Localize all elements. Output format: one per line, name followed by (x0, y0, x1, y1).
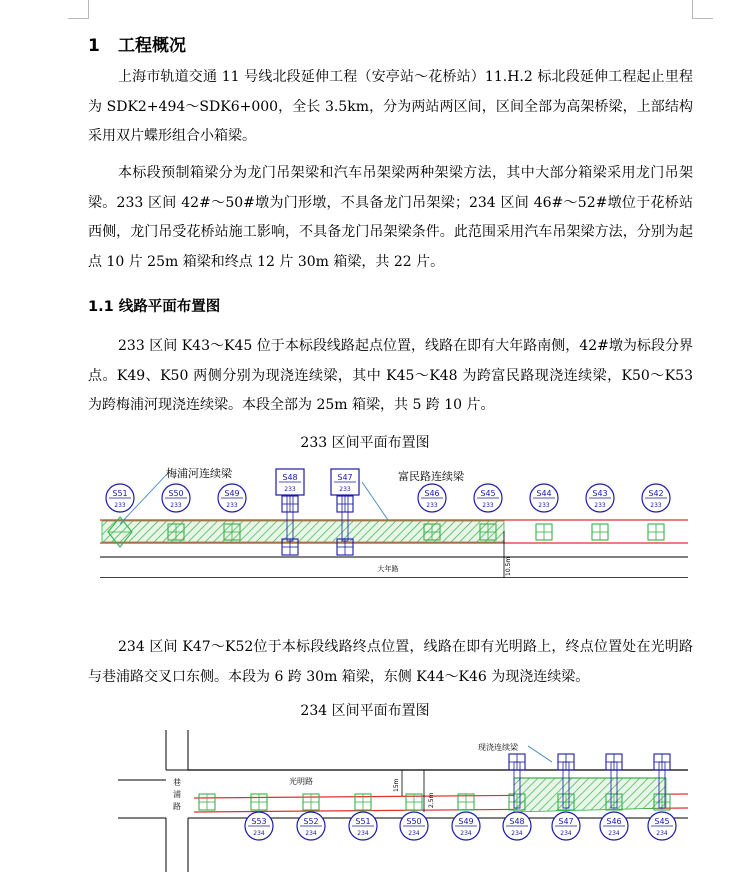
pier-label: S45 (480, 489, 496, 498)
svg-text:巷浦路: 巷浦路 (173, 778, 181, 811)
pier-label: S47 (558, 817, 574, 826)
pier-bubble-s50 (162, 484, 190, 512)
subsection-title: 线路平面布置图 (118, 299, 221, 315)
dimension-234-a: 15m (393, 778, 400, 792)
pier-label: S48 (509, 817, 525, 826)
subsection-number: 1.1 (88, 299, 114, 315)
section-number: 1 (88, 36, 100, 56)
pier-label: S51 (112, 489, 128, 498)
pier-bubble-s44 (530, 484, 558, 512)
pier-sub-label: 234 (511, 830, 523, 837)
pier-bubble-234-s50 (400, 812, 428, 840)
road-name-233: 大年路 (377, 565, 399, 573)
paragraph-overview: 上海市轨道交通 11 号线北段延伸工程（安亭站～花桥站）11.H.2 标北段延伸工程起止里程为 SDK2+494～SDK6+000，全长 3.5km，分为两站两区间，区间全部为高架桥梁，上部结构采用双片蝶形组合小箱梁。 (88, 69, 693, 145)
subsection-heading (88, 295, 220, 316)
plan-diagram-233 (0, 458, 730, 578)
pier-label: S43 (592, 489, 608, 498)
pier-bubble-234-s52 (297, 812, 325, 840)
pier-bubble-234-s53 (245, 812, 273, 840)
section-title: 工程概况 (118, 36, 186, 56)
road-name-guangming: 光明路 (289, 777, 313, 786)
pier-bubble-s43 (586, 484, 614, 512)
pier-label: S49 (224, 489, 240, 498)
plan-diagram-234 (0, 730, 730, 872)
pier-sub-label: 234 (305, 830, 317, 837)
dimension-234-b: 2.5m (428, 792, 435, 808)
label-fumin-road-beam: 富民路连续梁 (398, 470, 464, 483)
pier-bubble-s47 (331, 469, 359, 495)
pier-sub-label: 233 (284, 486, 296, 493)
pier-sub-label: 233 (170, 502, 182, 509)
paragraph-234: 234 区间 K47～K52位于本标段线路终点位置，线路在即有光明路上，终点位置处在光明路与巷浦路交叉口东侧。本段为 6 跨 30m 箱梁，东侧 K44～K46 为现浇连续梁。 (88, 639, 693, 685)
caption-234: 234 区间平面布置图 (300, 703, 430, 719)
pier-sub-label: 233 (114, 502, 126, 509)
pier-sub-label: 234 (408, 830, 420, 837)
road-name-xiangpu (173, 777, 181, 811)
pier-label: S44 (536, 489, 552, 498)
pier-label: S50 (406, 817, 422, 826)
pier-sub-label: 234 (253, 830, 265, 837)
pier-sub-label: 233 (482, 502, 494, 509)
margin-mark-right (692, 0, 713, 19)
pier-bubble-s48 (276, 469, 304, 495)
margin-mark-left (68, 0, 89, 19)
hatch-continuous-beam-233 (102, 521, 504, 542)
pier-label: S46 (424, 489, 440, 498)
pier-label: S48 (282, 473, 298, 482)
pier-sub-label: 233 (594, 502, 606, 509)
pier-sub-label: 233 (226, 502, 238, 509)
pier-bubble-234-s45 (648, 812, 676, 840)
label-meipu-river-beam: 梅浦河连续梁 (166, 467, 232, 480)
dimension-233: 10.5m (505, 556, 512, 576)
pier-sub-label: 234 (460, 830, 472, 837)
pier-sub-label: 233 (650, 502, 662, 509)
pier-label: S49 (458, 817, 474, 826)
pier-label: S51 (355, 817, 371, 826)
pier-label: S46 (606, 817, 622, 826)
pier-sub-label: 234 (560, 830, 572, 837)
section-heading (88, 31, 186, 56)
paragraph-233: 233 区间 K43～K45 位于本标段线路起点位置，线路在即有大年路南侧，42#墩为标段分界点。K49、K50 两侧分别为现浇连续梁，其中 K45～K48 为跨富民路现浇连续梁，K50～K53 为跨梅浦河现浇连续梁。本段全部为 25m 箱梁，共 5 跨 10 片。 (88, 338, 693, 414)
label-cast-in-place-beam: 现浇连续梁 (478, 743, 518, 752)
pier-sub-label: 233 (339, 486, 351, 493)
pier-bubble-s51 (106, 484, 134, 512)
pier-bubble-234-s51 (349, 812, 377, 840)
pier-bubble-s49 (218, 484, 246, 512)
pier-bubble-234-s48 (503, 812, 531, 840)
pier-label: S42 (648, 489, 664, 498)
pier-label: S47 (337, 473, 353, 482)
pier-sub-label: 233 (426, 502, 438, 509)
pier-label: S45 (654, 817, 670, 826)
pier-bubble-234-s47 (552, 812, 580, 840)
pier-bubble-s45 (474, 484, 502, 512)
pier-label: S52 (303, 817, 319, 826)
pier-bubble-234-s46 (600, 812, 628, 840)
caption-233: 233 区间平面布置图 (300, 435, 430, 451)
hatch-continuous-beam-234 (514, 778, 666, 812)
pier-bubble-s42 (642, 484, 670, 512)
pier-sub-label: 234 (357, 830, 369, 837)
pier-label: S53 (251, 817, 267, 826)
pier-sub-label: 234 (608, 830, 620, 837)
pier-bubble-234-s49 (452, 812, 480, 840)
pier-sub-label: 234 (656, 830, 668, 837)
paragraph-method: 本标段预制箱梁分为龙门吊架梁和汽车吊架梁两种架梁方法，其中大部分箱梁采用龙门吊架梁。233 区间 42#～50#墩为门形墩，不具备龙门吊架梁；234 区间 46#～52#墩位于花桥站西侧，龙门吊受花桥站施工影响，不具备龙门吊架梁条件。此范围采用汽车吊架梁方法，分别为起点 10 片 25m 箱梁和终点 12 片 30m 箱梁，共 22 片。 (88, 165, 693, 270)
pier-bubble-s46 (418, 484, 446, 512)
pier-sub-label: 233 (538, 502, 550, 509)
pier-label: S50 (168, 489, 184, 498)
